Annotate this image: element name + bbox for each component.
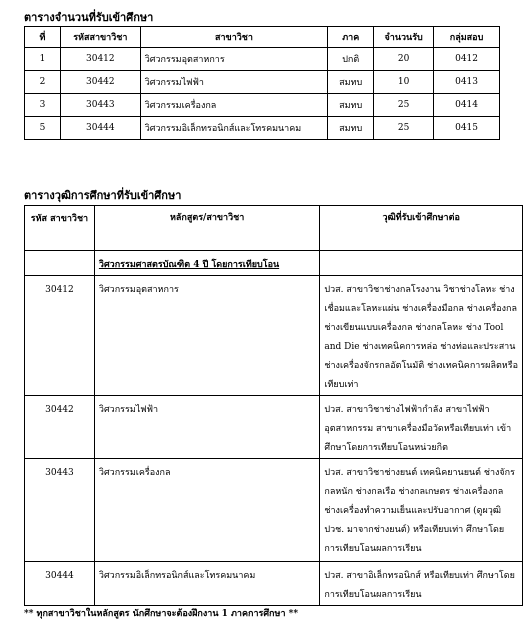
cell-major-code: 30442	[60, 71, 140, 94]
footnote: ** ทุกสาขาวิชาในหลักสูตร นักศึกษาจะต้องฝึกงาน 1 ภาคการศึกษา **	[24, 609, 299, 619]
cell-curriculum: วิศวกรรมเครื่องกล	[94, 459, 320, 562]
cell-no: 1	[25, 48, 61, 71]
cell-major: วิศวกรรมเครื่องกล	[140, 94, 328, 117]
table-row	[25, 117, 500, 140]
qualification-table	[24, 205, 523, 606]
cell-program-type: สมทบ	[328, 71, 374, 94]
cell-major-code: 30412	[25, 276, 95, 396]
table-header-row	[25, 27, 500, 48]
table-row	[25, 562, 523, 606]
table-row	[25, 94, 500, 117]
cell-curriculum: วิศวกรรมไฟฟ้า	[94, 396, 320, 459]
table-group-row	[25, 251, 523, 276]
table-row	[25, 276, 523, 396]
cell-major: วิศวกรรมอิเล็กทรอนิกส์และโทรคมนาคม	[140, 117, 328, 140]
header-curriculum: หลักสูตร/สาขาวิชา	[94, 206, 320, 251]
header-major-code: รหัสสาขาวิชา	[60, 27, 140, 48]
cell-exam-group: 0413	[434, 71, 500, 94]
cell-program-type: สมทบ	[328, 117, 374, 140]
cell-no: 2	[25, 71, 61, 94]
cell-quota: 20	[374, 48, 434, 71]
cell-major: วิศวกรรมอุตสาหการ	[140, 48, 328, 71]
cell-quota: 25	[374, 94, 434, 117]
cell-major-code: 30443	[25, 459, 95, 562]
header-quota: จำนวนรับ	[374, 27, 434, 48]
cell-major-code: 30412	[60, 48, 140, 71]
cell-exam-group: 0412	[434, 48, 500, 71]
cell-no: 5	[25, 117, 61, 140]
cell-exam-group: 0415	[434, 117, 500, 140]
cell-major-code: 30442	[25, 396, 95, 459]
cell-qualification: ปวส. สาขาอิเล็กทรอนิกส์ หรือเทียบเท่า ศึกษาโดยการเทียบโอนผลการเรียน	[320, 562, 523, 606]
header-program-type: ภาค	[328, 27, 374, 48]
cell-program-type: ปกติ	[328, 48, 374, 71]
cell-program-type: สมทบ	[328, 94, 374, 117]
cell-major-code: 30444	[60, 117, 140, 140]
header-major: สาขาวิชา	[140, 27, 328, 48]
cell-qualification: ปวส. สาขาวิชาช่างยนต์ เทคนิคยานยนต์ ช่างจักรกลหนัก ช่างกลเรือ ช่างกลเกษตร ช่างเครื่องกล ช่างเครื่องทำความเย็นและปรับอากาศ (ดูผวุฒิ ปวช. มาจากช่างยนต์) หรือเทียบเท่า ศึกษาโดยการเทียบโอนผลการเรียน	[320, 459, 523, 562]
table-row	[25, 459, 523, 562]
header-exam-group: กลุ่มสอบ	[434, 27, 500, 48]
cell-curriculum: วิศวกรรมอุตสาหการ	[94, 276, 320, 396]
cell-major-code: 30444	[25, 562, 95, 606]
cell-quota: 10	[374, 71, 434, 94]
header-qualification: วุฒิที่รับเข้าศึกษาต่อ	[320, 206, 523, 251]
cell-empty	[25, 251, 95, 276]
cell-empty	[320, 251, 523, 276]
cell-major: วิศวกรรมไฟฟ้า	[140, 71, 328, 94]
table-row	[25, 396, 523, 459]
curriculum-group-label: วิศวกรรมศาสตรบัณฑิต 4 ปี โดยการเทียบโอน	[94, 251, 320, 276]
section1-title: ตารางจำนวนที่รับเข้าศึกษา	[24, 11, 154, 24]
cell-qualification: ปวส. สาขาวิชาช่างไฟฟ้ากำลัง สาขาไฟฟ้าอุตสาหกรรม สาขาเครื่องมือวัดหรือเทียบเท่า เข้าศึกษาโดยการเทียบโอนหน่วยกิต	[320, 396, 523, 459]
cell-quota: 25	[374, 117, 434, 140]
cell-qualification: ปวส. สาขาวิชาช่างกลโรงงาน วิชาช่างโลหะ ช่างเชื่อมและโลหะแผ่น ช่างเครื่องมือกล ช่างเครื่องกล ช่างเขียนแบบเครื่องกล ช่างกลโลหะ ช่าง Tool and Die ช่างเทคนิคการหล่อ ช่างท่อและประสาน ช่างเครื่องจักรกลอัตโนมัติ ช่างเทคนิคการผลิตหรือเทียบเท่า	[320, 276, 523, 396]
table-row	[25, 71, 500, 94]
header-no: ที่	[25, 27, 61, 48]
cell-curriculum: วิศวกรรมอิเล็กทรอนิกส์และโทรคมนาคม	[94, 562, 320, 606]
cell-exam-group: 0414	[434, 94, 500, 117]
table-header-row	[25, 206, 523, 251]
section2-title: ตารางวุฒิการศึกษาที่รับเข้าศึกษา	[24, 189, 182, 202]
enrollment-quota-table	[24, 26, 500, 140]
cell-major-code: 30443	[60, 94, 140, 117]
cell-no: 3	[25, 94, 61, 117]
header-major-code: รหัส สาขาวิชา	[25, 206, 95, 251]
table-row	[25, 48, 500, 71]
